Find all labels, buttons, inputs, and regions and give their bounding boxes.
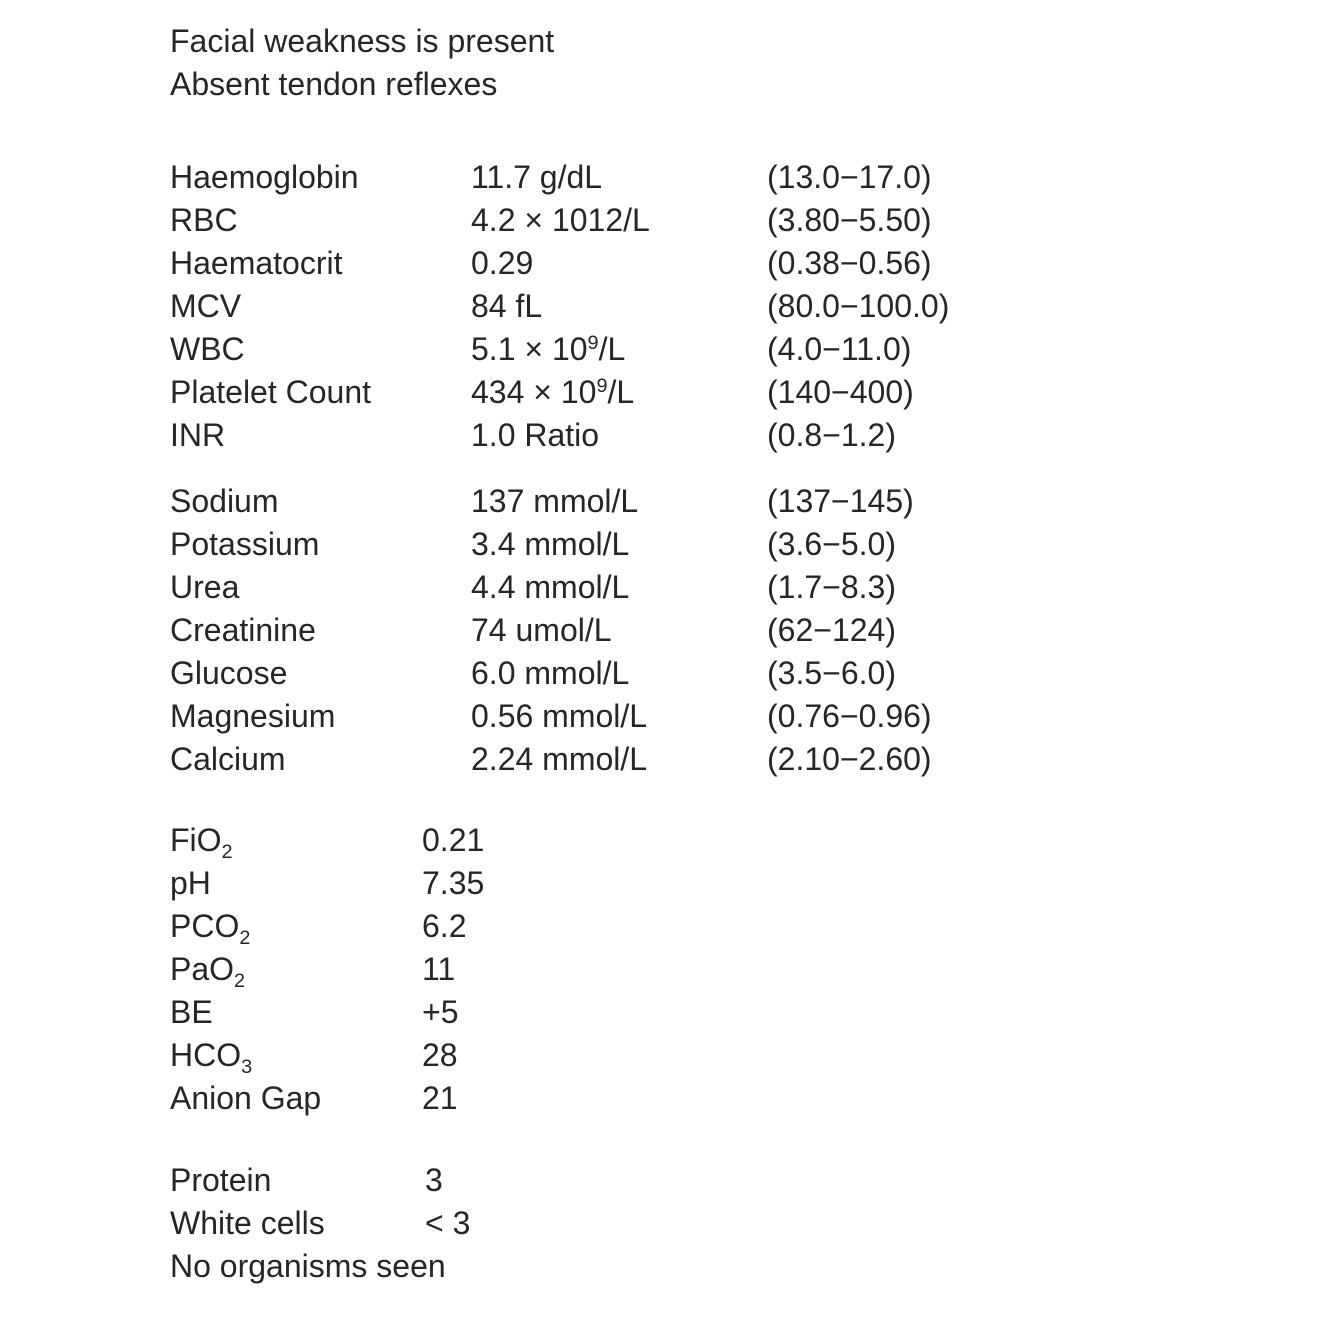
clinical-note: Facial weakness is present: [170, 23, 555, 59]
test-value: 4.4 mmol/L: [471, 569, 630, 605]
table-row: [170, 819, 1270, 862]
test-name: Platelet Count: [170, 374, 372, 410]
test-name: WBC: [170, 331, 245, 367]
blood-gas-table: [170, 819, 1270, 1120]
test-name: MCV: [170, 288, 242, 324]
full-blood-count-table: [170, 156, 1270, 457]
test-value: 0.29: [471, 245, 534, 281]
test-name: [170, 819, 233, 862]
test-name: Potassium: [170, 526, 320, 562]
test-value: 11.7 g/dL: [471, 159, 603, 195]
test-name: RBC: [170, 202, 238, 238]
test-value: 1.0 Ratio: [471, 417, 600, 453]
test-name: Calcium: [170, 741, 286, 777]
test-name: [170, 1077, 321, 1120]
test-name: Sodium: [170, 483, 279, 519]
test-name-main: Anion Gap: [170, 1080, 322, 1116]
test-value: 11: [422, 951, 456, 987]
test-name-main: HCO: [170, 1037, 242, 1073]
reference-range: (3.5−6.0): [767, 655, 896, 691]
table-row: [170, 652, 1270, 695]
test-name-main: PCO: [170, 908, 240, 944]
test-name-main: FiO: [170, 822, 222, 858]
table-row: [170, 1202, 1270, 1245]
table-row: [170, 609, 1270, 652]
test-value: 6.0 mmol/L: [471, 655, 630, 691]
table-row: [170, 156, 1270, 199]
test-value: 3.4 mmol/L: [471, 526, 630, 562]
test-value: 0.56 mmol/L: [471, 698, 648, 734]
test-name-subscript: 2: [221, 840, 233, 863]
table-row: [170, 948, 1270, 991]
value-exponent: 9: [596, 375, 608, 398]
table-row: [170, 862, 1270, 905]
reference-range: (62−124): [767, 612, 896, 648]
test-name: [170, 1034, 252, 1077]
test-name-main: PaO: [170, 951, 235, 987]
value-main: 434 × 10: [471, 374, 597, 410]
test-name: Creatinine: [170, 612, 316, 648]
table-row: [170, 523, 1270, 566]
table-row: [170, 199, 1270, 242]
value-main: 5.1 × 10: [471, 331, 588, 367]
table-row: [170, 414, 1270, 457]
test-value: 2.24 mmol/L: [471, 741, 648, 777]
test-name: Haemoglobin: [170, 159, 359, 195]
table-row: [170, 695, 1270, 738]
test-name-subscript: 2: [234, 969, 246, 992]
csf-note: No organisms seen: [170, 1248, 446, 1284]
table-row: [170, 905, 1270, 948]
csf-table: [170, 1159, 1270, 1288]
table-row: [170, 1077, 1270, 1120]
reference-range: (0.38−0.56): [767, 245, 932, 281]
test-name: Urea: [170, 569, 240, 605]
value-unit: /L: [607, 374, 635, 410]
reference-range: (13.0−17.0): [767, 159, 932, 195]
reference-range: (80.0−100.0): [767, 288, 950, 324]
test-value: +5: [422, 994, 459, 1030]
test-name: [170, 905, 250, 948]
value-exponent: 9: [587, 332, 599, 355]
table-row: [170, 738, 1270, 781]
table-row: [170, 480, 1270, 523]
test-name-subscript: 2: [239, 926, 251, 949]
test-value: 3: [425, 1162, 443, 1198]
test-value: [471, 371, 634, 414]
test-value: 137 mmol/L: [471, 483, 639, 519]
test-value: 21: [422, 1080, 458, 1116]
test-value: 0.21: [422, 822, 485, 858]
table-row: [170, 991, 1270, 1034]
reference-range: (0.8−1.2): [767, 417, 896, 453]
table-row: [170, 1159, 1270, 1202]
table-row: [170, 1034, 1270, 1077]
lab-report: [170, 20, 1270, 1288]
test-value: 74 umol/L: [471, 612, 612, 648]
test-name-subscript: 3: [241, 1055, 253, 1078]
table-row: [170, 371, 1270, 414]
test-name: White cells: [170, 1205, 325, 1241]
reference-range: (3.6−5.0): [767, 526, 896, 562]
reference-range: (4.0−11.0): [767, 331, 912, 367]
biochemistry-table: [170, 480, 1270, 781]
test-name: [170, 948, 245, 991]
reference-range: (137−145): [767, 483, 914, 519]
reference-range: (2.10−2.60): [767, 741, 932, 777]
reference-range: (140−400): [767, 374, 914, 410]
test-value: 4.2 × 1012/L: [471, 202, 650, 238]
clinical-notes: [170, 20, 1270, 106]
test-name: Haematocrit: [170, 245, 343, 281]
table-row: [170, 566, 1270, 609]
table-row: [170, 285, 1270, 328]
reference-range: (1.7−8.3): [767, 569, 896, 605]
test-value: 6.2: [422, 908, 467, 944]
test-name: [170, 991, 213, 1034]
reference-range: (3.80−5.50): [767, 202, 932, 238]
test-name: Glucose: [170, 655, 288, 691]
table-row: [170, 242, 1270, 285]
reference-range: (0.76−0.96): [767, 698, 932, 734]
test-value: < 3: [425, 1205, 471, 1241]
test-value: 84 fL: [471, 288, 543, 324]
test-name-main: BE: [170, 994, 213, 1030]
test-value: 7.35: [422, 865, 485, 901]
test-name-main: pH: [170, 865, 211, 901]
test-name: Protein: [170, 1162, 272, 1198]
test-name: [170, 862, 211, 905]
test-name: Magnesium: [170, 698, 336, 734]
value-unit: /L: [598, 331, 626, 367]
test-name: INR: [170, 417, 226, 453]
clinical-note: Absent tendon reflexes: [170, 66, 498, 102]
test-value: [471, 328, 625, 371]
test-value: 28: [422, 1037, 458, 1073]
table-row: [170, 328, 1270, 371]
